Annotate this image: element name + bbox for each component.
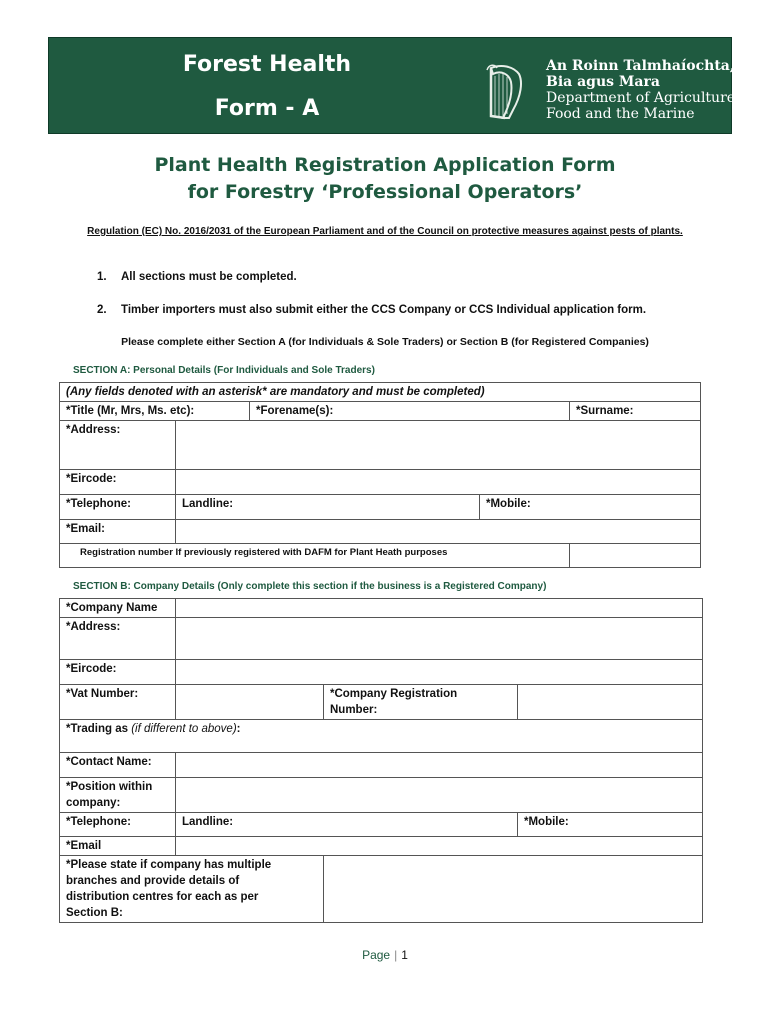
landline-field[interactable]: Landline: <box>176 495 480 520</box>
trading-as-field[interactable]: *Trading as (if different to above): <box>60 720 703 753</box>
position-input[interactable] <box>176 778 703 813</box>
page-title: Plant Health Registration Application Form for Forestry ‘Professional Operators’ <box>154 154 616 203</box>
header-banner <box>48 37 740 134</box>
vat-label: *Vat Number: <box>60 685 176 720</box>
form-title-line1: Forest Health <box>182 52 352 77</box>
branches-label: *Please state if company has multiple branches and provide details of distribution centres for each as per Section B: <box>60 856 324 923</box>
regulation-reference: Regulation (EC) No. 2016/2031 of the European Parliament and of the Council on protective measures against pests of plants. <box>87 226 683 237</box>
company-name-label: *Company Name <box>60 599 176 618</box>
branches-input[interactable] <box>324 856 703 923</box>
company-eircode-input[interactable] <box>176 660 703 685</box>
address-input[interactable] <box>176 421 701 470</box>
telephone-label: *Telephone: <box>60 495 176 520</box>
section-b-heading: SECTION B: Company Details (Only complete this section if the business is a Registered Company) <box>73 581 547 592</box>
eircode-input[interactable] <box>176 470 701 495</box>
company-address-input[interactable] <box>176 618 703 660</box>
position-label: *Position within company: <box>60 778 176 813</box>
department-name: An Roinn Talmhaíochta, Bia agus Mara Department of Agriculture, Food and the Marine <box>546 58 740 122</box>
vat-input[interactable] <box>176 685 324 720</box>
title-field[interactable]: *Title (Mr, Mrs, Ms. etc): <box>60 402 250 421</box>
section-a-heading: SECTION A: Personal Details (For Individuals and Sole Traders) <box>73 365 375 376</box>
harp-icon <box>483 62 527 122</box>
company-mobile-field[interactable]: *Mobile: <box>518 813 703 837</box>
company-address-label: *Address: <box>60 618 176 660</box>
section-a-table <box>59 382 701 568</box>
company-landline-field[interactable]: Landline: <box>176 813 518 837</box>
mandatory-note: (Any fields denoted with an asterisk* are mandatory and must be completed) <box>60 383 701 402</box>
contact-name-label: *Contact Name: <box>60 753 176 778</box>
company-eircode-label: *Eircode: <box>60 660 176 685</box>
contact-name-input[interactable] <box>176 753 703 778</box>
company-email-input[interactable] <box>176 837 703 856</box>
email-label: *Email: <box>60 520 176 544</box>
company-registration-input[interactable] <box>518 685 703 720</box>
registration-number-label: Registration number If previously registered with DAFM for Plant Heath purposes <box>60 544 570 568</box>
form-title-line2: Form - A <box>214 96 320 121</box>
section-b-table <box>59 598 703 923</box>
page-footer: Page | 1 <box>362 948 408 962</box>
company-name-input[interactable] <box>176 599 703 618</box>
company-telephone-label: *Telephone: <box>60 813 176 837</box>
section-choice-note: Please complete either Section A (for Individuals & Sole Traders) or Section B (for Registered Companies) <box>121 336 649 348</box>
registration-number-input[interactable] <box>570 544 701 568</box>
mobile-field[interactable]: *Mobile: <box>480 495 701 520</box>
forename-field[interactable]: *Forename(s): <box>250 402 570 421</box>
email-input[interactable] <box>176 520 701 544</box>
company-registration-label: *Company Registration Number: <box>324 685 518 720</box>
surname-field[interactable]: *Surname: <box>570 402 701 421</box>
instruction-item: 2. Timber importers must also submit either the CCS Company or CCS Individual application form. <box>97 304 647 316</box>
company-email-label: *Email <box>60 837 176 856</box>
eircode-label: *Eircode: <box>60 470 176 495</box>
address-label: *Address: <box>60 421 176 470</box>
instruction-item: 1. All sections must be completed. <box>97 271 297 283</box>
